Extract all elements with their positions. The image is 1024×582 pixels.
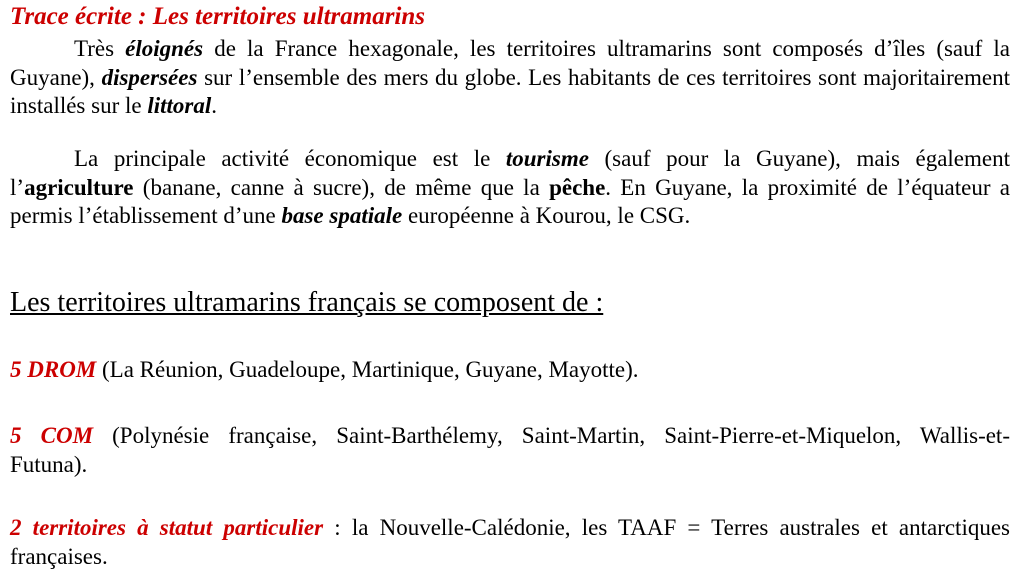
list-item-com [10,422,1010,479]
keyword-agriculture: agriculture [24,174,134,200]
paragraph-text: sur l’ensemble des mers du globe. Les habitants de ces territoires sont majoritairement installés sur le [10,64,1011,118]
page-title: Trace écrite : Les territoires ultramarins [10,3,426,30]
item-label: 5 COM [10,423,94,448]
keyword-eloignes: éloignés [125,36,204,61]
keyword-tourisme: tourisme [505,146,589,171]
item-text: : la Nouvelle-Calédonie, les TAAF = Terres australes et antarctiques françaises. [10,515,1010,569]
keyword-dispersees: dispersées [101,64,198,90]
item-text: (La Réunion, Guadeloupe, Martinique, Guyane, Mayotte). [96,357,639,382]
paragraph-text: (banane, canne à sucre), de même que la [133,174,550,200]
paragraph-geography [10,35,1010,121]
item-label: 5 DROM [10,357,97,382]
paragraph-text: de la France hexagonale, les territoires ultramarins sont composés d’îles (sauf la Guyane), [10,36,1010,90]
keyword-base-spatiale: base spatiale [281,203,403,228]
item-label: 2 territoires à statut particulier [10,515,324,540]
paragraph-text: européenne à Kourou, le CSG. [402,203,691,228]
paragraph-text: (sauf pour la Guyane), mais également l’ [10,146,1010,200]
keyword-littoral: littoral [147,93,212,118]
paragraph-text: La principale activité économique est le [74,146,506,171]
paragraph-text: . [211,93,217,118]
list-item-drom [10,356,1010,385]
section-heading: Les territoires ultramarins français se composent de : [10,287,604,318]
item-text: (Polynésie française, Saint-Barthélemy, Saint-Martin, Saint-Pierre-et-Miquelon, Wallis-et-Futuna). [10,423,1010,477]
paragraph-text: Très [74,36,126,61]
list-item-statut-particulier [10,514,1010,571]
keyword-peche: pêche [549,174,606,200]
paragraph-economy [10,145,1010,231]
paragraph-text: . En Guyane, la proximité de l’équateur a permis l’établissement d’une [10,174,1010,228]
